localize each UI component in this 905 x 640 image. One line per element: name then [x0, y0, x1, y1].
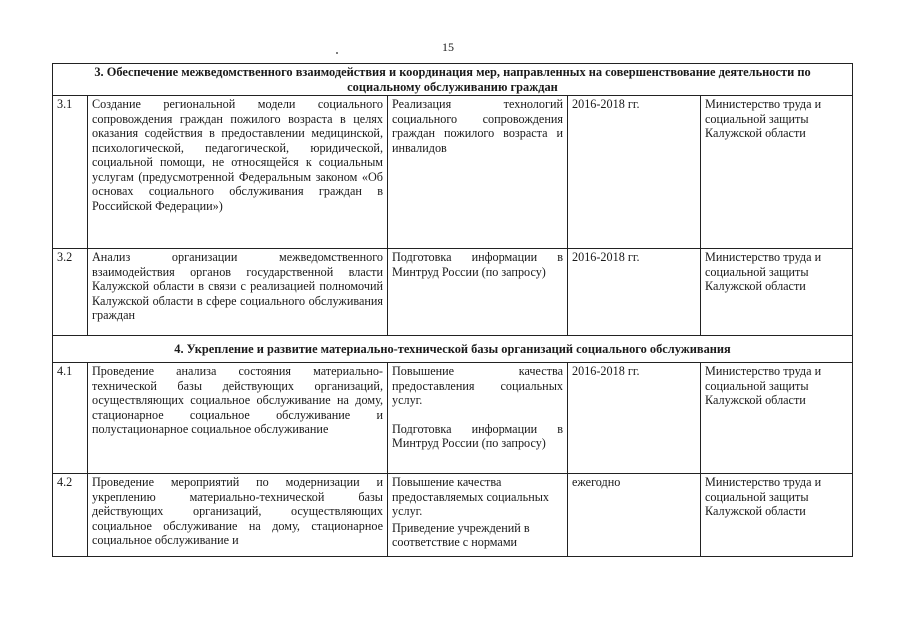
result-text: Повышение качества предоставляемых социальных услуг. [392, 475, 549, 518]
result-text: Приведение учреждений в соответствие с нормами [392, 520, 530, 549]
period-cell: 2016-2018 гг. [568, 363, 701, 474]
measures-table [52, 63, 853, 557]
result-text: Подготовка информации в Минтруд России (по запросу) [392, 250, 563, 279]
table-row [53, 249, 853, 336]
result-cell [388, 474, 568, 557]
result-cell [388, 96, 568, 249]
result-cell [388, 249, 568, 336]
result-cell [388, 363, 568, 474]
period-cell: 2016-2018 гг. [568, 96, 701, 249]
measure-cell: Проведение анализа состояния материально-технической базы действующих организаций, осуществляющих социальное обслуживание на дому, стационарное социальное обслуживание и полустационарное социальное обслуживание [88, 363, 388, 474]
period-cell: 2016-2018 гг. [568, 249, 701, 336]
table-row [53, 363, 853, 474]
section-title: 4. Укрепление и развитие материально-технической базы организаций социального обслуживания [53, 336, 853, 363]
table-row [53, 474, 853, 557]
measure-cell: Создание региональной модели социального сопровождения граждан пожилого возраста в целях оказания содействия в предоставлении медицинской, психологической, педагогической, юридической, социальной помощи, не относящейся к социальным услугам (предусмотренной Федеральным законом «Об основах социального обслуживания граждан в Российской Федерации») [88, 96, 388, 249]
result-text: Реализация технологий социального сопровождения граждан пожилого возраста и инвалидов [392, 97, 563, 155]
result-text: Подготовка информации в Минтруд России (по запросу) [392, 421, 563, 450]
item-number: 3.1 [53, 96, 88, 249]
period-cell: ежегодно [568, 474, 701, 557]
item-number: 4.1 [53, 363, 88, 474]
responsible-cell: Министерство труда и социальной защиты Калужской области [701, 249, 853, 336]
measure-cell: Анализ организации межведомственного взаимодействия органов государственной власти Калужской области в связи с реализацией полномочий Калужской области в сфере социального обслуживания граждан [88, 249, 388, 336]
table-row [53, 96, 853, 249]
measure-cell: Проведение мероприятий по модернизации и укреплению материально-технической базы действующих организаций, осуществляющих социальное обслуживание на дому, стационарное социальное обслуживание и [88, 474, 388, 557]
result-text: Повышение качества предоставления социальных услуг. [392, 364, 563, 407]
responsible-cell: Министерство труда и социальной защиты Калужской области [701, 363, 853, 474]
item-number: 3.2 [53, 249, 88, 336]
scan-speck [336, 52, 338, 54]
page-number: 15 [442, 40, 454, 54]
section-header-row [53, 336, 853, 363]
responsible-cell: Министерство труда и социальной защиты Калужской области [701, 96, 853, 249]
section-title: 3. Обеспечение межведомственного взаимодействия и координация мер, направленных на совершенствование деятельности по социальному обслуживанию граждан [53, 64, 853, 96]
section-header-row [53, 64, 853, 96]
item-number: 4.2 [53, 474, 88, 557]
responsible-cell: Министерство труда и социальной защиты Калужской области [701, 474, 853, 557]
